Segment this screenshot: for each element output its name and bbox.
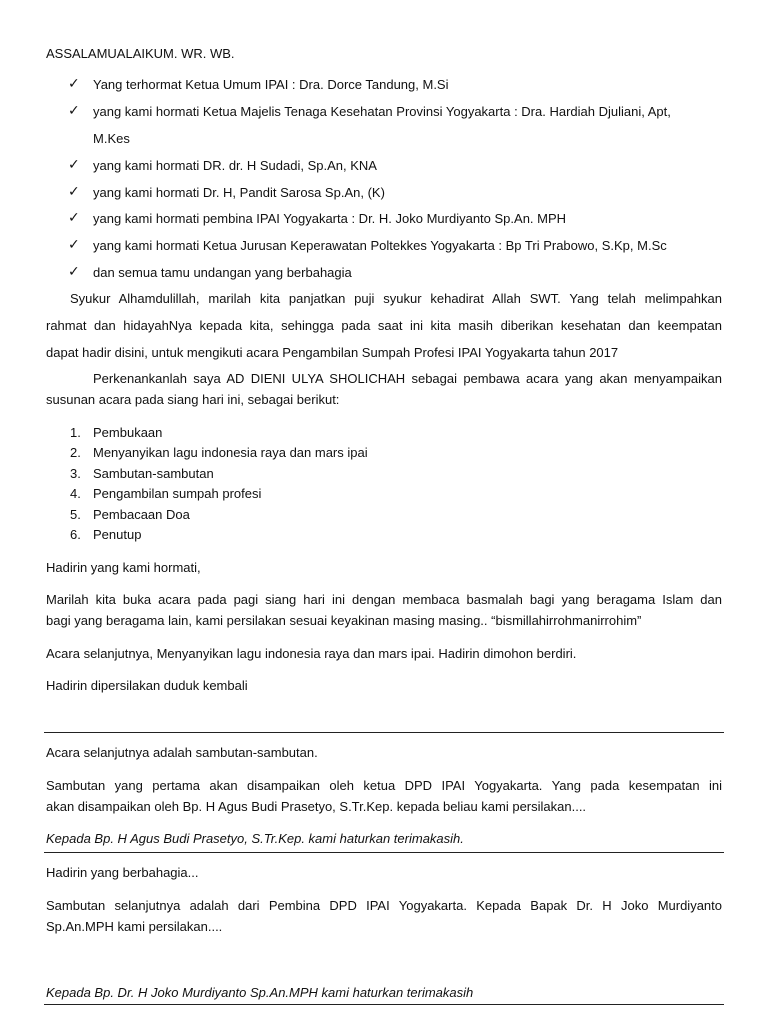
- agenda-number: 6.: [70, 527, 81, 542]
- terimakasih-2: Kepada Bp. Dr. H Joko Murdiyanto Sp.An.MPH kami haturkan terimakasih: [46, 985, 474, 1000]
- greeting-line: yang kami hormati Ketua Majelis Tenaga Kesehatan Provinsi Yogyakarta : Dra. Hardiah Djuliani, Apt,: [93, 104, 671, 119]
- acara-sambutan: Acara selanjutnya adalah sambutan-sambutan.: [46, 745, 318, 760]
- check-icon: ✓: [68, 237, 80, 253]
- section-divider: [44, 1004, 724, 1005]
- agenda-item: Pembukaan: [93, 425, 163, 440]
- agenda-item: Pembacaan Doa: [93, 507, 190, 522]
- check-icon: ✓: [68, 76, 80, 92]
- greeting-line: yang kami hormati DR. dr. H Sudadi, Sp.An, KNA: [93, 158, 377, 173]
- sambutan1-line: akan disampaikan oleh Bp. H Agus Budi Prasetyo, S.Tr.Kep. kepada beliau kami persilakan....: [46, 799, 587, 814]
- buka-line: bagi yang beragama lain, kami persilakan sesuai keyakinan masing masing.. “bismillahirrohmanirrohim”: [46, 613, 642, 628]
- terimakasih-1: Kepada Bp. H Agus Budi Prasetyo, S.Tr.Kep. kami haturkan terimakasih.: [46, 831, 464, 846]
- sambutan2-line: Sp.An.MPH kami persilakan....: [46, 919, 223, 934]
- agenda-item: Menyanyikan lagu indonesia raya dan mars ipai: [93, 445, 368, 460]
- perkenan-line: susunan acara pada siang hari ini, sebagai berikut:: [46, 392, 340, 407]
- greeting-line: yang kami hormati Dr. H, Pandit Sarosa Sp.An, (K): [93, 185, 385, 200]
- greeting-line: yang kami hormati pembina IPAI Yogyakarta : Dr. H. Joko Murdiyanto Sp.An. MPH: [93, 211, 567, 226]
- sambutan2-line: Sambutan selanjutnya adalah dari Pembina DPD IPAI Yogyakarta. Kepada Bapak Dr. H Joko Murdiyanto: [46, 898, 722, 913]
- check-icon: ✓: [68, 264, 80, 280]
- agenda-item: Pengambilan sumpah profesi: [93, 486, 262, 501]
- check-icon: ✓: [68, 184, 80, 200]
- syukur-line: Syukur Alhamdulillah, marilah kita panjatkan puji syukur kehadirat Allah SWT. Yang telah melimpahkan: [70, 291, 722, 306]
- greeting-line: yang kami hormati Ketua Jurusan Keperawatan Poltekkes Yogyakarta : Bp Tri Prabowo, S.Kp, M.Sc: [93, 238, 667, 253]
- check-icon: ✓: [68, 103, 80, 119]
- sambutan1-line: Sambutan yang pertama akan disampaikan oleh ketua DPD IPAI Yogyakarta. Yang pada kesempatan ini: [46, 778, 722, 793]
- acara-lagu: Acara selanjutnya, Menyanyikan lagu indonesia raya dan mars ipai. Hadirin dimohon berdiri.: [46, 646, 577, 661]
- check-icon: ✓: [68, 210, 80, 226]
- agenda-number: 5.: [70, 507, 81, 522]
- greeting-line: dan semua tamu undangan yang berbahagia: [93, 265, 352, 280]
- section-divider: [44, 732, 724, 733]
- syukur-line: rahmat dan hidayahNya kepada kita, sehingga pada saat ini kita masih diberikan kesehatan dan keempatan: [46, 318, 722, 333]
- agenda-item: Penutup: [93, 527, 142, 542]
- syukur-line: dapat hadir disini, untuk mengikuti acara Pengambilan Sumpah Profesi IPAI Yogyakarta tahun 2017: [46, 345, 619, 360]
- agenda-number: 3.: [70, 466, 81, 481]
- greeting-line-continued: M.Kes: [93, 131, 130, 146]
- opening-greeting: ASSALAMUALAIKUM. WR. WB.: [46, 46, 235, 61]
- agenda-number: 2.: [70, 445, 81, 460]
- hadirin-bahagia: Hadirin yang berbahagia...: [46, 865, 199, 880]
- hadirin-duduk: Hadirin dipersilakan duduk kembali: [46, 678, 248, 693]
- greeting-line: Yang terhormat Ketua Umum IPAI : Dra. Dorce Tandung, M.Si: [93, 77, 449, 92]
- agenda-number: 4.: [70, 486, 81, 501]
- perkenan-line: Perkenankanlah saya AD DIENI ULYA SHOLICHAH sebagai pembawa acara yang akan menyampaikan: [93, 371, 722, 386]
- hadirin-hormat: Hadirin yang kami hormati,: [46, 560, 201, 575]
- check-icon: ✓: [68, 157, 80, 173]
- buka-line: Marilah kita buka acara pada pagi siang hari ini dengan membaca basmalah bagi yang beragama Islam dan: [46, 592, 722, 607]
- agenda-number: 1.: [70, 425, 81, 440]
- section-divider: [44, 852, 724, 853]
- agenda-item: Sambutan-sambutan: [93, 466, 214, 481]
